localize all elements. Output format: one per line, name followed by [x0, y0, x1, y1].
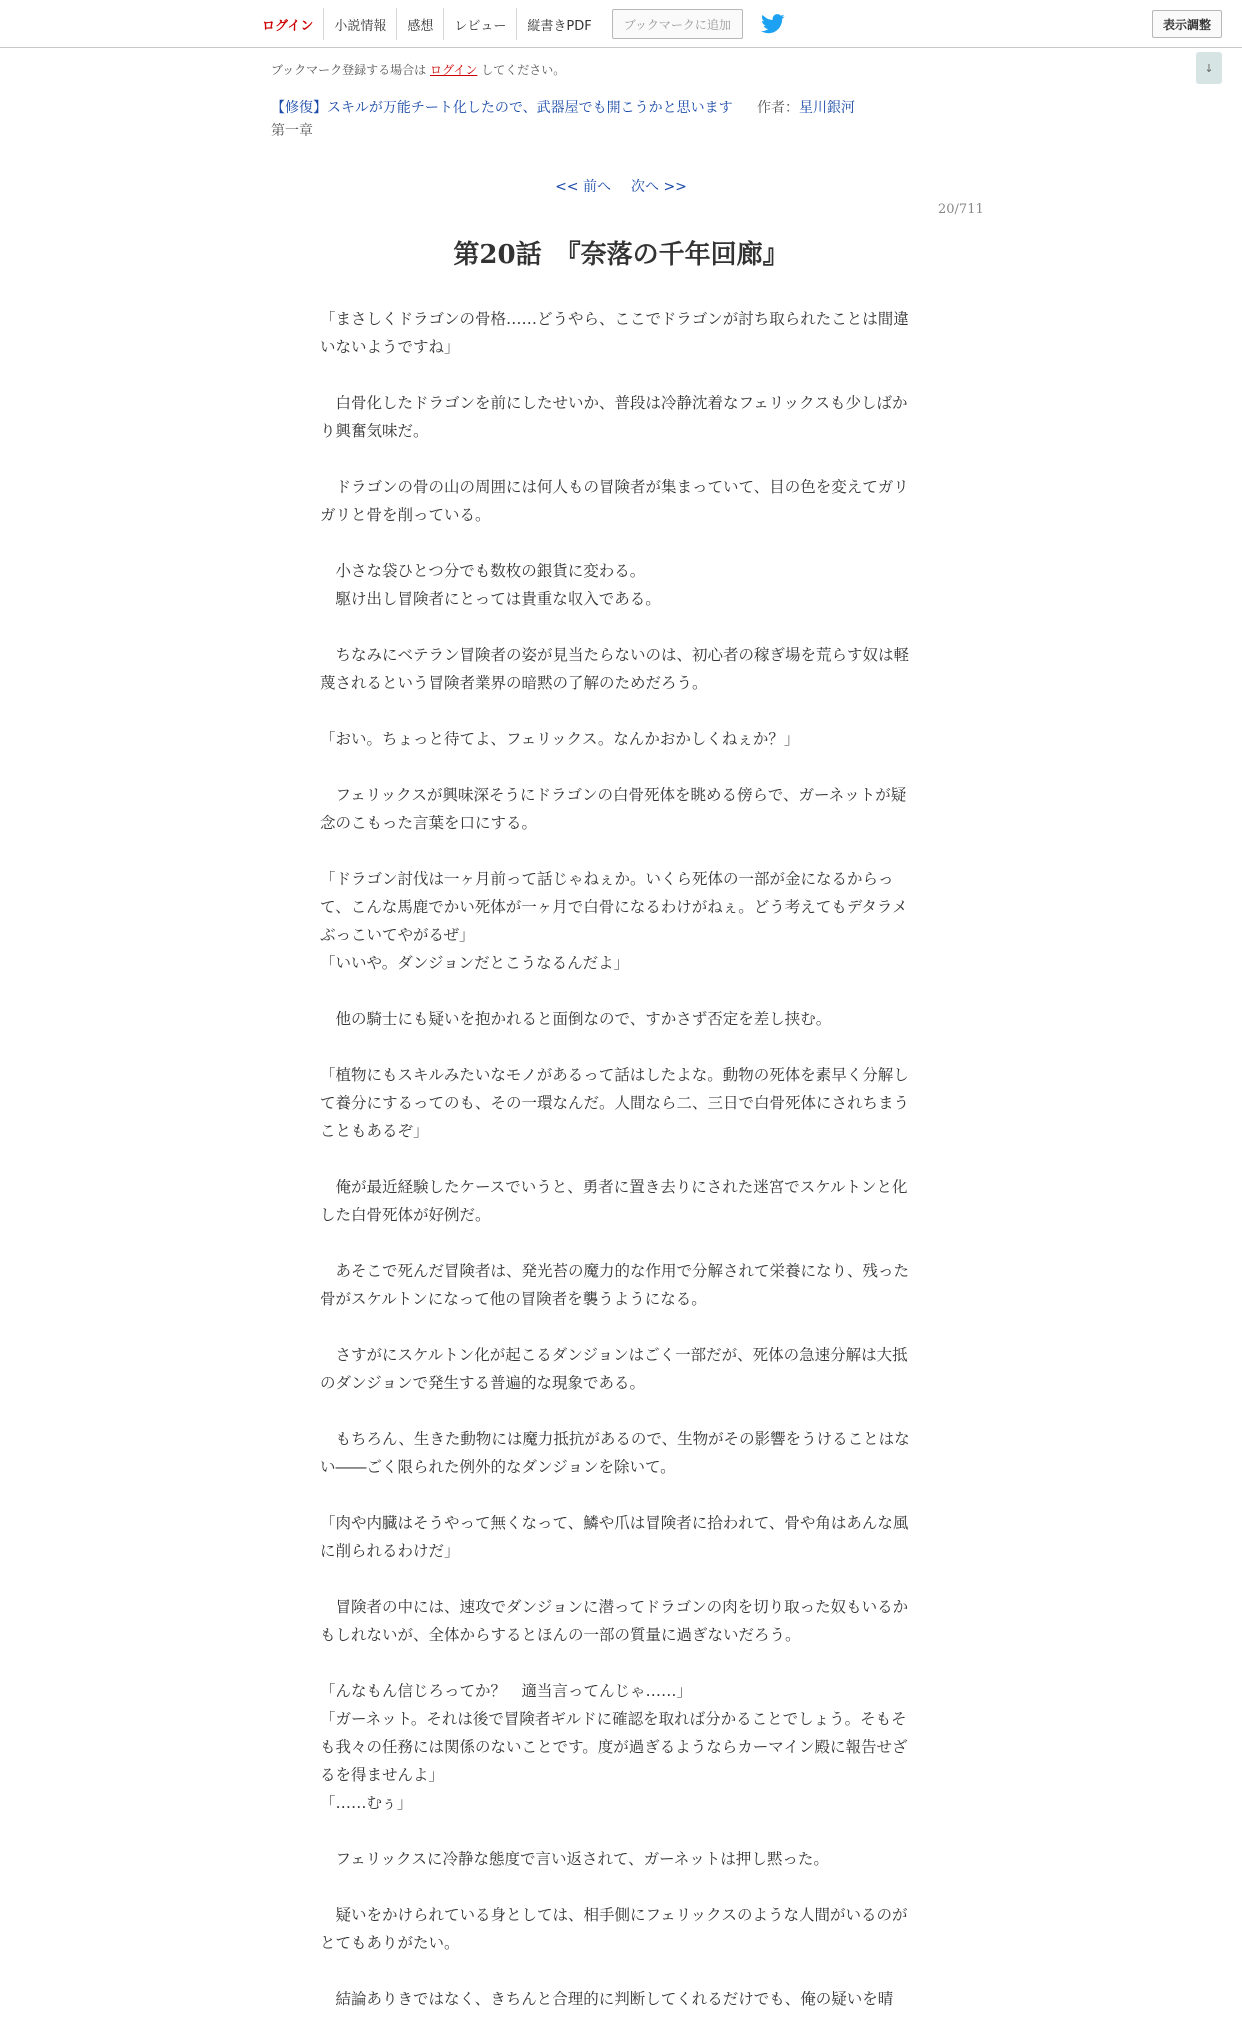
body-paragraph: 「んなもん信じろってか？ 適当言ってんじゃ……」 「ガーネット。それは後で冒険者ギルドに確認を取れば分かることでしょう。そもそも我々の任務には関係のないことです。度が過ぎるようならカーマイン殿に報告せざるを得ませんよ」 「……むぅ」: [320, 1682, 908, 1812]
login-link[interactable]: ログイン: [262, 18, 314, 34]
add-bookmark-button[interactable]: ブックマークに追加: [612, 9, 743, 39]
review-link[interactable]: レビュー: [443, 8, 516, 40]
display-settings-button[interactable]: 表示調整: [1152, 10, 1222, 38]
nav-menu: [252, 8, 787, 40]
chapter-title: 第一章: [271, 123, 313, 139]
author-info: [757, 97, 855, 117]
next-episode-link[interactable]: 次へ >>: [631, 179, 687, 195]
author-label: 作者：: [757, 100, 799, 116]
novel-title-link[interactable]: 【修復】スキルが万能チート化したので、武器屋でも開こうかと思います: [271, 100, 733, 116]
body-paragraph: 冒険者の中には、速攻でダンジョンに潜ってドラゴンの肉を切り取った奴もいるかもしれないが、全体からするとほんの一部の質量に過ぎないだろう。: [320, 1598, 909, 1644]
body-paragraph: 「肉や内臓はそうやって無くなって、鱗や爪は冒険者に拾われて、骨や角はあんな風に削られるわけだ」: [320, 1514, 909, 1560]
bookmark-login-note: [271, 61, 565, 78]
body-paragraph: フェリックスが興味深そうにドラゴンの白骨死体を眺める傍らで、ガーネットが疑念のこもった言葉を口にする。: [320, 786, 907, 832]
episode-pager: [0, 176, 1242, 196]
body-paragraph: ドラゴンの骨の山の周囲には何人もの冒険者が集まっていて、目の色を変えてガリガリと骨を削っている。: [320, 478, 909, 524]
body-paragraph: 「ドラゴン討伐は一ヶ月前って話じゃねぇか。いくら死体の一部が金になるからって、こんな馬鹿でかい死体が一ヶ月で白骨になるわけがねぇ。どう考えてもデタラメぶっこいてやがるぜ」 「いいや。ダンジョンだとこうなるんだよ」: [320, 870, 908, 972]
episode-title: 第20話 『奈落の千年回廊』: [453, 240, 789, 270]
bookmark-note-after: してください。: [477, 63, 566, 77]
vertical-pdf-link[interactable]: 縦書きPDF: [516, 8, 601, 40]
top-navigation-bar: [0, 0, 1242, 48]
body-paragraph: 「まさしくドラゴンの骨格……どうやら、ここでドラゴンが討ち取られたことは間違いないようですね」: [320, 310, 909, 356]
bookmark-note-before: ブックマーク登録する場合は: [271, 63, 430, 77]
twitter-icon[interactable]: [761, 13, 787, 35]
body-paragraph: 白骨化したドラゴンを前にしたせいか、普段は冷静沈着なフェリックスも少しばかり興奮気味だ。: [320, 394, 908, 440]
novel-info-link[interactable]: 小説情報: [323, 8, 396, 40]
body-paragraph: 「植物にもスキルみたいなモノがあるって話はしたよな。動物の死体を素早く分解して養分にするってのも、その一環なんだ。人間なら二、三日で白骨死体にされちまうこともあるぞ」: [320, 1066, 910, 1140]
body-paragraph: フェリックスに冷静な態度で言い返されて、ガーネットは押し黙った。: [320, 1850, 829, 1868]
scroll-down-button[interactable]: ↓: [1196, 52, 1222, 84]
body-paragraph: 結論ありきではなく、きちんと合理的に判断してくれるだけでも、俺の疑いを晴: [320, 1990, 894, 2008]
body-paragraph: さすがにスケルトン化が起こるダンジョンはごく一部だが、死体の急速分解は大抵のダンジョンで発生する普遍的な現象である。: [320, 1346, 908, 1392]
episode-body: [320, 305, 915, 2041]
body-paragraph: 「おい。ちょっと待てよ、フェリックス。なんかおかしくねぇか？」: [320, 730, 800, 748]
body-paragraph: 他の騎士にも疑いを抱かれると面倒なので、すかさず否定を差し挟む。: [320, 1010, 832, 1028]
body-paragraph: ちなみにベテラン冒険者の姿が見当たらないのは、初心者の稼ぎ場を荒らす奴は軽蔑されるという冒険者業界の暗黙の了解のためだろう。: [320, 646, 910, 692]
body-paragraph: 疑いをかけられている身としては、相手側にフェリックスのような人間がいるのがとてもありがたい。: [320, 1906, 908, 1952]
episode-counter: 20/711: [938, 202, 984, 217]
bookmark-note-login-link[interactable]: ログイン: [429, 63, 478, 77]
body-paragraph: もちろん、生きた動物には魔力抵抗があるので、生物がその影響をうけることはない――ごく限られた例外的なダンジョンを除いて。: [320, 1430, 910, 1476]
body-paragraph: あそこで死んだ冒険者は、発光苔の魔力的な作用で分解されて栄養になり、残った骨がスケルトンになって他の冒険者を襲うようになる。: [320, 1262, 910, 1308]
body-paragraph: 俺が最近経験したケースでいうと、勇者に置き去りにされた迷宮でスケルトンと化した白骨死体が好例だ。: [320, 1178, 908, 1224]
impressions-link[interactable]: 感想: [396, 8, 443, 40]
body-paragraph: 小さな袋ひとつ分でも数枚の銀貨に変わる。 駆け出し冒険者にとっては貴重な収入である。: [335, 562, 661, 608]
prev-episode-link[interactable]: << 前へ: [555, 179, 611, 195]
author-name-link[interactable]: 星川銀河: [799, 100, 855, 116]
